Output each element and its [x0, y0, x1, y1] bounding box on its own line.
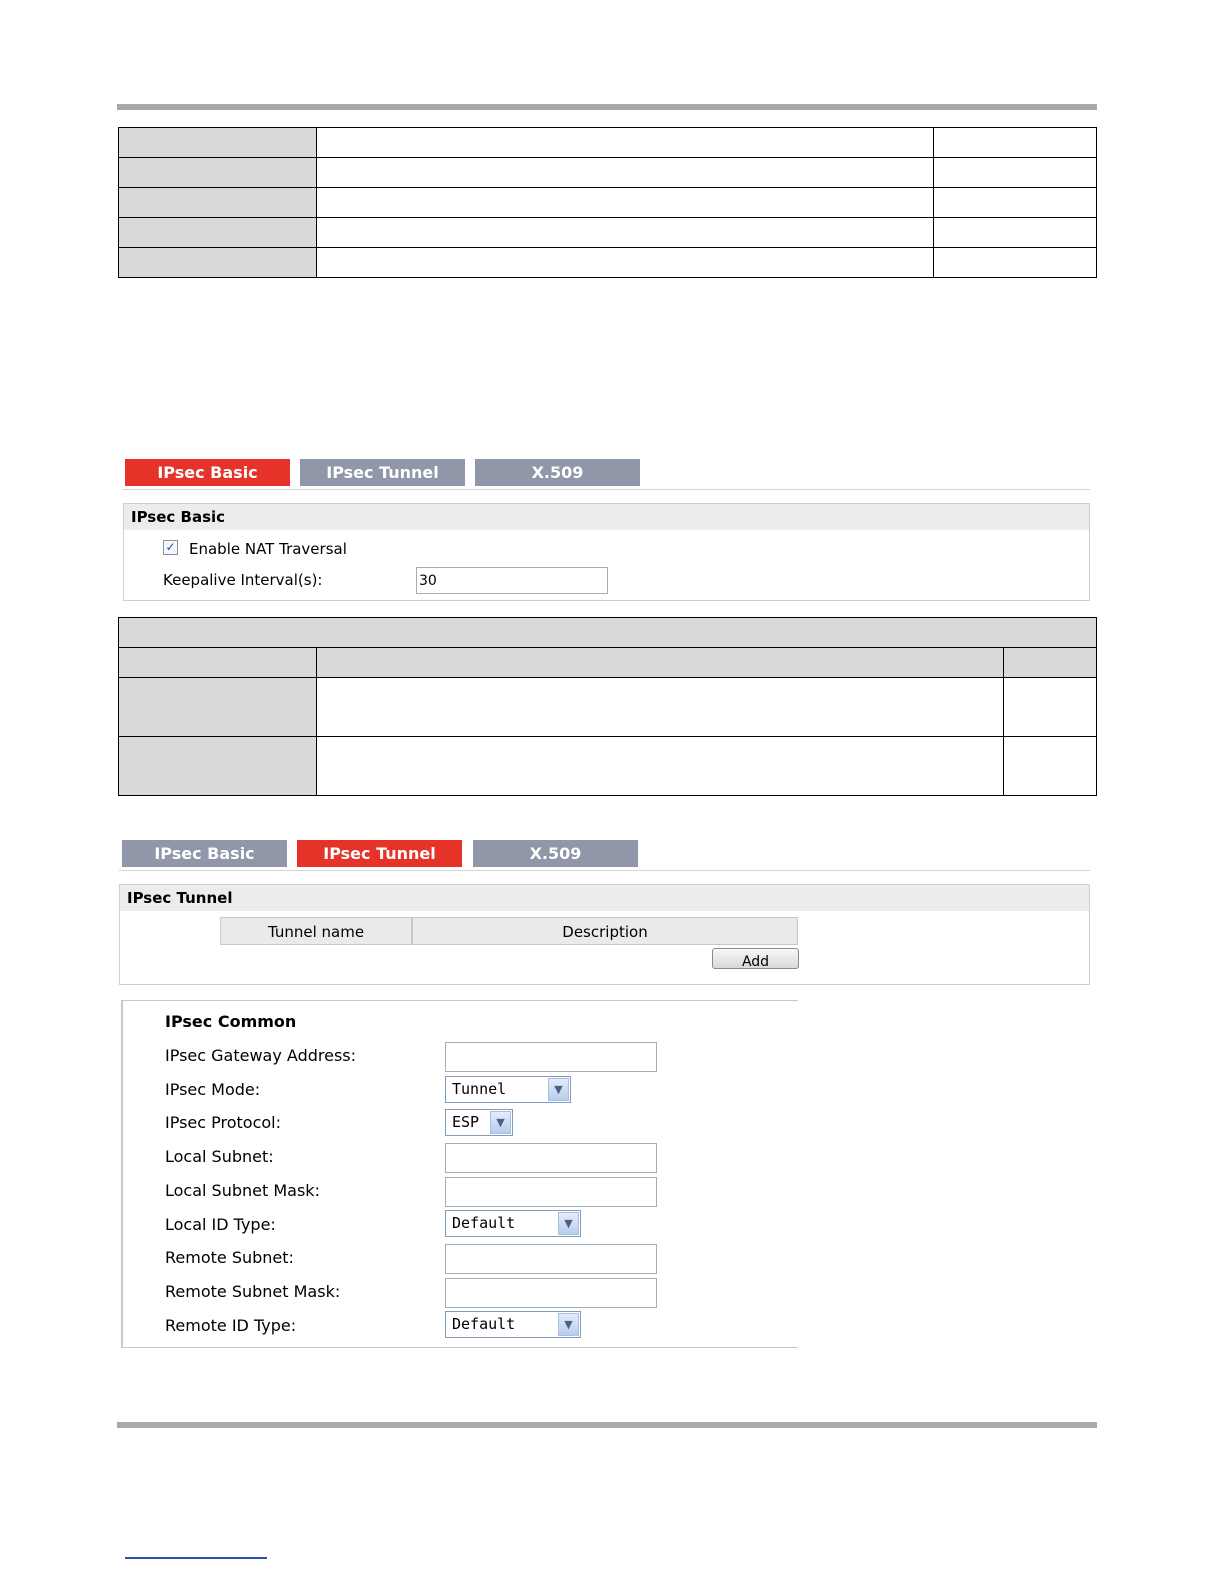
chevron-down-icon[interactable]: ▼ [548, 1078, 569, 1101]
footer-link-underline[interactable] [125, 1557, 267, 1559]
remote-id-select[interactable] [445, 1311, 581, 1338]
ipsec-common-title: IPsec Common [165, 1012, 297, 1031]
gateway-input[interactable] [445, 1042, 657, 1072]
table-row [119, 648, 1097, 678]
keepalive-input[interactable] [416, 567, 608, 594]
table-row [119, 618, 1097, 648]
local-subnet-input[interactable] [445, 1143, 657, 1173]
tab-ipsec-tunnel[interactable]: IPsec Tunnel [297, 840, 462, 867]
frame-bottom-line [121, 1347, 798, 1348]
parameter-table-middle [118, 617, 1097, 796]
protocol-label: IPsec Protocol: [165, 1113, 282, 1132]
tab-ipsec-tunnel[interactable]: IPsec Tunnel [300, 459, 465, 486]
panel-title: IPsec Basic [124, 504, 1089, 530]
keepalive-label: Keepalive Interval(s): [163, 571, 323, 589]
table-row [119, 128, 1097, 158]
frame-left-line [121, 1000, 123, 1348]
tab-ipsec-basic[interactable]: IPsec Basic [122, 840, 287, 867]
frame-top-line [121, 1000, 798, 1001]
remote-id-value: Default [452, 1315, 516, 1333]
remote-mask-label: Remote Subnet Mask: [165, 1282, 341, 1301]
protocol-value: ESP [452, 1113, 480, 1131]
mode-select[interactable] [445, 1076, 571, 1103]
local-id-value: Default [452, 1214, 516, 1232]
tab-x509[interactable]: X.509 [473, 840, 638, 867]
mode-label: IPsec Mode: [165, 1080, 261, 1099]
remote-mask-input[interactable] [445, 1278, 657, 1308]
ipsec-common-form [121, 1000, 798, 1348]
table-row [119, 158, 1097, 188]
local-mask-label: Local Subnet Mask: [165, 1181, 320, 1200]
ipsec-basic-panel [123, 503, 1090, 601]
tab-x509[interactable]: X.509 [475, 459, 640, 486]
tab-underline [119, 870, 1090, 871]
remote-subnet-input[interactable] [445, 1244, 657, 1274]
remote-subnet-label: Remote Subnet: [165, 1248, 294, 1267]
table-row [119, 248, 1097, 278]
table-row [119, 737, 1097, 796]
parameter-table-top [118, 127, 1097, 278]
chevron-down-icon[interactable]: ▼ [558, 1313, 579, 1336]
table-row [119, 678, 1097, 737]
nat-traversal-checkbox[interactable]: ✓ [163, 540, 178, 555]
protocol-select[interactable] [445, 1109, 513, 1136]
column-header-tunnel-name: Tunnel name [220, 917, 412, 945]
mode-value: Tunnel [452, 1080, 507, 1098]
chevron-down-icon[interactable]: ▼ [490, 1111, 511, 1134]
add-button[interactable]: Add [712, 948, 799, 969]
local-id-select[interactable] [445, 1210, 581, 1237]
table-row [119, 188, 1097, 218]
panel-title: IPsec Tunnel [120, 885, 1089, 911]
gateway-label: IPsec Gateway Address: [165, 1046, 357, 1065]
local-mask-input[interactable] [445, 1177, 657, 1207]
remote-id-label: Remote ID Type: [165, 1316, 297, 1335]
ipsec-tunnel-panel [119, 884, 1090, 985]
local-id-label: Local ID Type: [165, 1215, 276, 1234]
nat-traversal-label: Enable NAT Traversal [189, 540, 347, 558]
chevron-down-icon[interactable]: ▼ [558, 1212, 579, 1235]
table-row [119, 218, 1097, 248]
local-subnet-label: Local Subnet: [165, 1147, 274, 1166]
column-header-description: Description [412, 917, 798, 945]
footer-rule [117, 1422, 1097, 1428]
header-rule [117, 104, 1097, 110]
tab-ipsec-basic[interactable]: IPsec Basic [125, 459, 290, 486]
tab-underline [122, 489, 1090, 490]
